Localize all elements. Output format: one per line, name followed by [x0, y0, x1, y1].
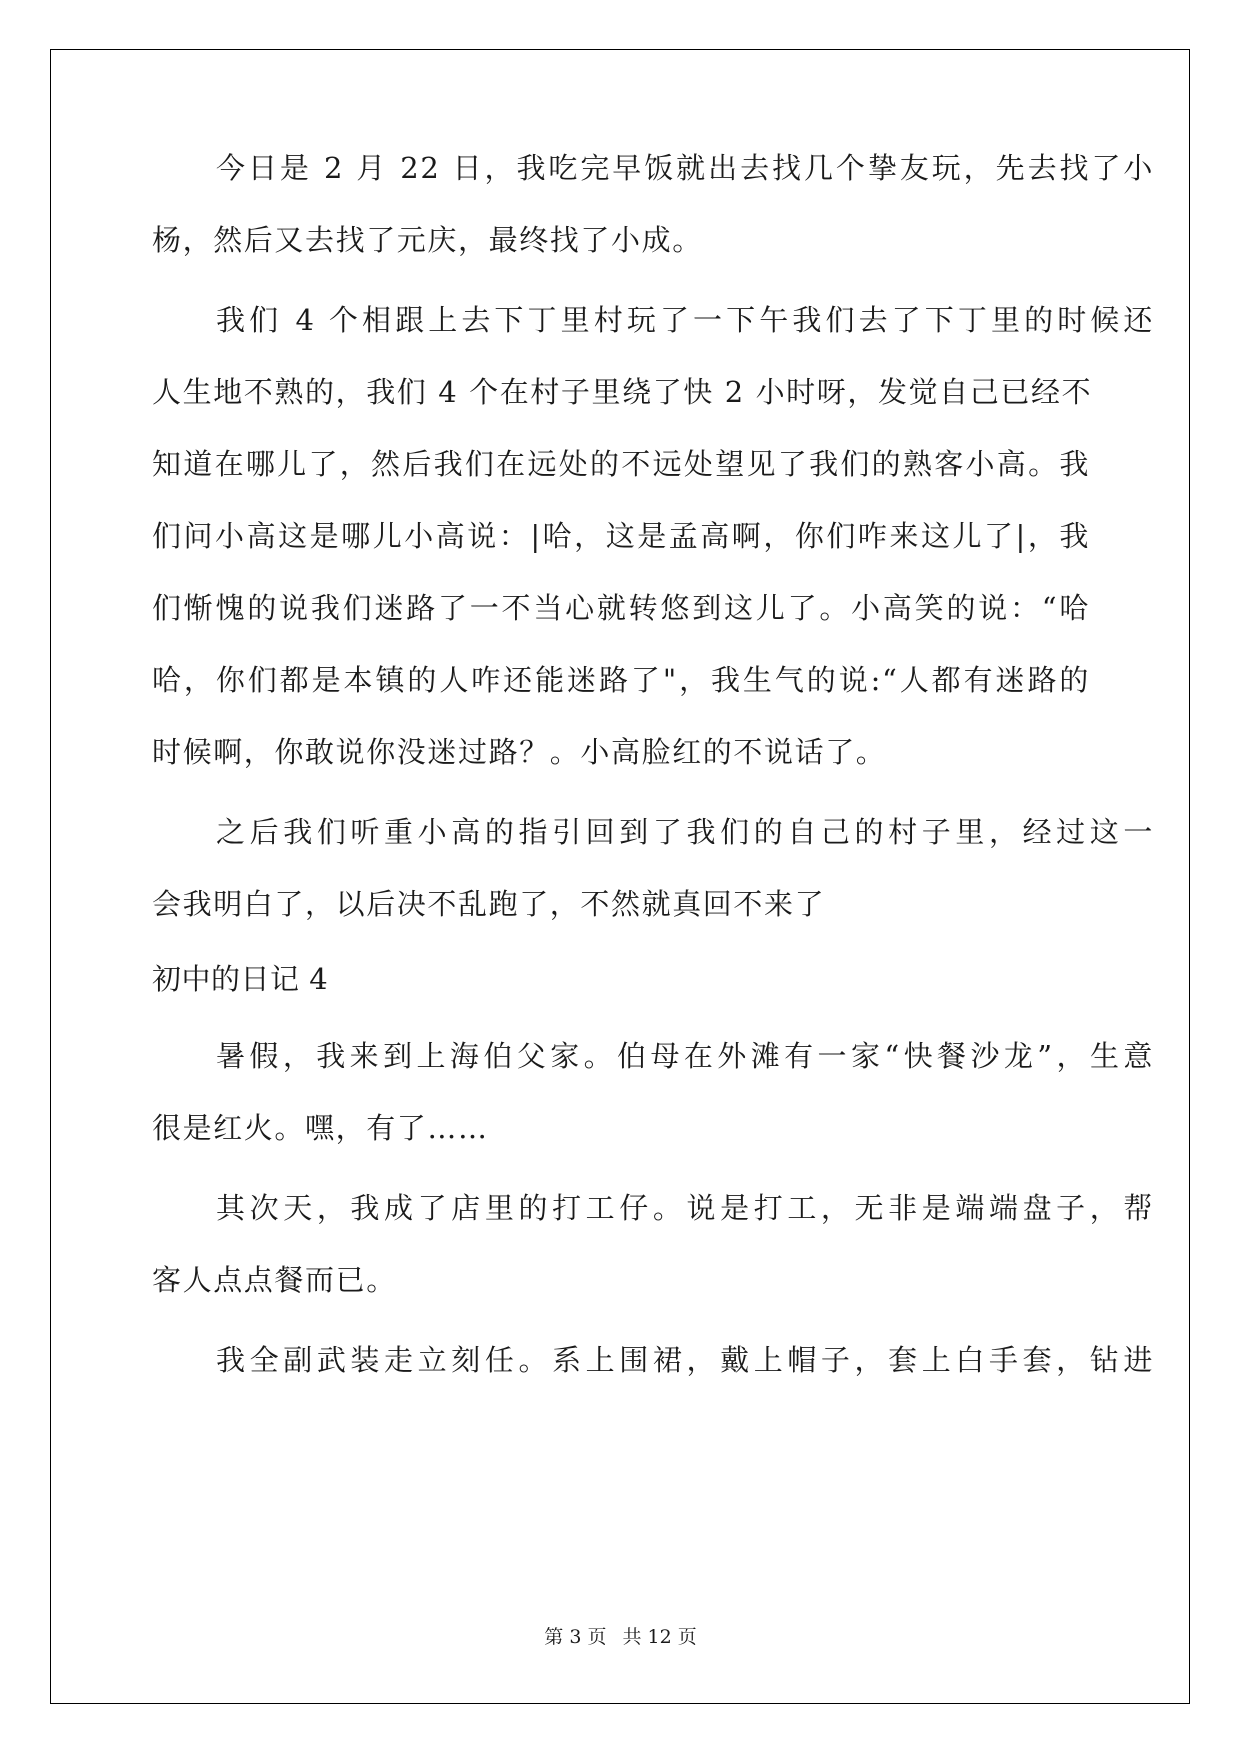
- text-line: 暑假，我来到上海伯父家。伯母在外滩有一家“快餐沙龙”，生意: [216, 1039, 1154, 1073]
- text-line: 人生地不熟的，我们 4 个在村子里绕了快 2 小时呀，发觉自己已经不: [152, 375, 1093, 409]
- text-line: 之后我们听重小高的指引回到了我们的自己的村子里，经过这一: [216, 815, 1154, 849]
- text-line: 杨，然后又去找了元庆，最终找了小成。: [152, 223, 703, 257]
- page-total: 共 12 页: [622, 1626, 697, 1648]
- section-heading: 初中的日记 4: [152, 962, 329, 996]
- page-border: [50, 49, 1190, 1704]
- text-line: 知道在哪儿了，然后我们在远处的不远处望见了我们的熟客小高。我: [152, 447, 1090, 481]
- text-line: 其次天，我成了店里的打工仔。说是打工，无非是端端盘子，帮: [216, 1191, 1154, 1225]
- text-line: 哈，你们都是本镇的人咋还能迷路了"，我生气的说:“人都有迷路的: [152, 663, 1090, 697]
- text-line: 我们 4 个相跟上去下丁里村玩了一下午我们去了下丁里的时候还: [216, 303, 1154, 337]
- text-line: 时候啊，你敢说你没迷过路？。小高脸红的不说话了。: [152, 735, 887, 769]
- text-line: 我全副武装走立刻任。系上围裙，戴上帽子，套上白手套，钻进: [216, 1343, 1154, 1377]
- text-line: 客人点点餐而已。: [152, 1263, 397, 1297]
- text-line: 们问小高这是哪儿小高说：|哈，这是孟高啊，你们咋来这儿了|，我: [152, 519, 1090, 553]
- page-number: 第 3 页: [544, 1626, 607, 1648]
- text-line: 们惭愧的说我们迷路了一不当心就转悠到这儿了。小高笑的说：“哈: [152, 591, 1090, 625]
- page-footer: [0, 1622, 1241, 1649]
- text-line: 今日是 2 月 22 日，我吃完早饭就出去找几个挚友玩，先去找了小: [216, 151, 1154, 185]
- text-line: 会我明白了，以后决不乱跑了，不然就真回不来了: [152, 887, 826, 921]
- text-line: 很是红火。嘿，有了……: [152, 1111, 489, 1145]
